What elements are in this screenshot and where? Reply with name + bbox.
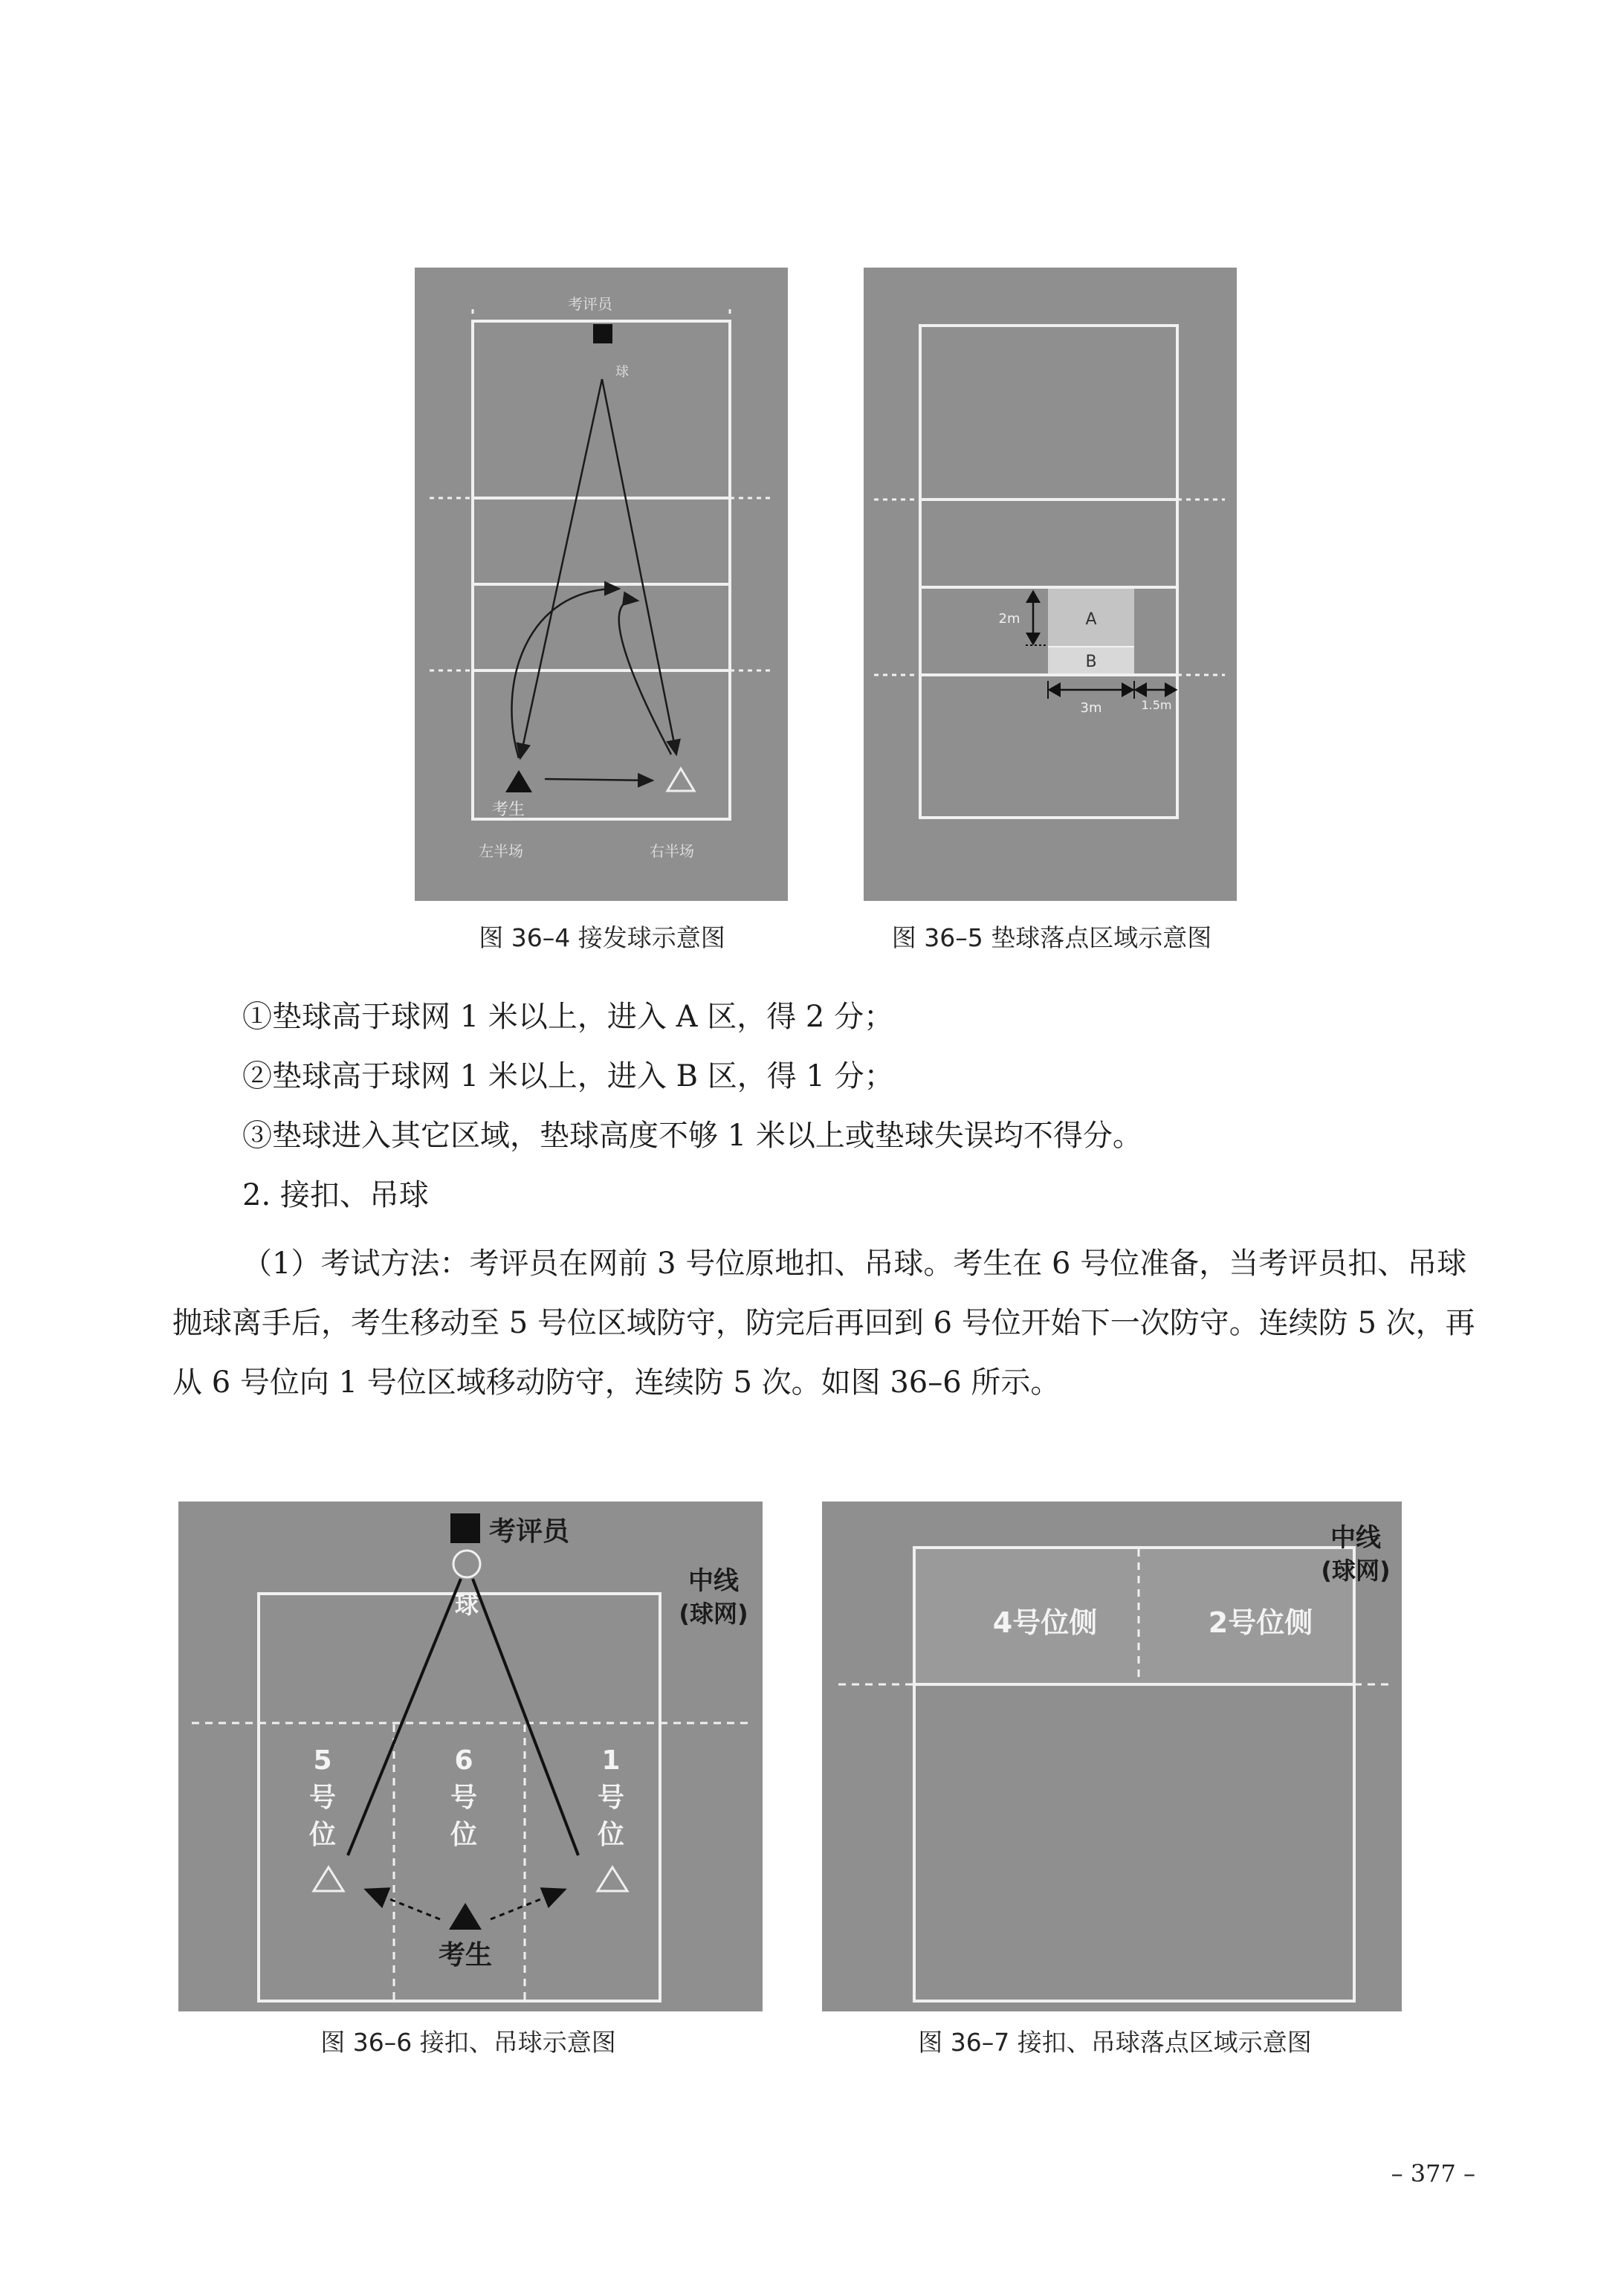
pos5-label-3: 位 <box>308 1820 337 1850</box>
examinee-label: 考生 <box>492 801 525 819</box>
examinee-marker <box>449 1903 482 1930</box>
caption-36-6: 图 36–6 接扣、吊球示意图 <box>320 2028 616 2057</box>
section-heading: 2. 接扣、吊球 <box>242 1178 429 1212</box>
rule-3: ③垫球进入其它区域，垫球高度不够 1 米以上或垫球失误均不得分。 <box>242 1119 1142 1153</box>
caption-36-5: 图 36–5 垫球落点区域示意图 <box>891 923 1212 952</box>
court-boundary <box>473 321 730 819</box>
caption-36-4: 图 36–4 接发球示意图 <box>479 923 725 952</box>
pos1-target <box>598 1867 627 1891</box>
pos1-label-1: 1 <box>601 1745 621 1776</box>
rule-1: ①垫球高于球网 1 米以上，进入 A 区，得 2 分； <box>242 1000 894 1034</box>
center-line-label: 中线 <box>688 1566 739 1596</box>
examiner-label: 考评员 <box>489 1516 570 1547</box>
examiner-label: 考评员 <box>568 295 612 313</box>
pos5-target <box>314 1867 343 1891</box>
pos2-side-label: 2号位侧 <box>1208 1606 1313 1639</box>
examiner-marker <box>450 1513 480 1543</box>
figure-36-6 <box>178 1502 763 2011</box>
pos1-label-3: 位 <box>597 1820 625 1850</box>
figure-36-7 <box>822 1502 1402 2011</box>
zone-b-label: B <box>1085 653 1097 671</box>
examinee-marker <box>505 770 532 792</box>
left-half-label: 左半场 <box>479 842 523 860</box>
ball-label: 球 <box>454 1591 479 1619</box>
rule-2: ②垫球高于球网 1 米以上，进入 B 区，得 1 分； <box>242 1059 894 1093</box>
pos6-label-1: 6 <box>454 1745 473 1776</box>
pos6-label-2: 号 <box>450 1782 478 1813</box>
pos4-side-label: 4号位侧 <box>992 1606 1098 1639</box>
dim-height-label: 2m <box>998 611 1020 627</box>
ball-marker <box>453 1551 480 1577</box>
examinee-label: 考生 <box>438 1940 493 1971</box>
center-line-label: 中线 <box>1330 1523 1381 1553</box>
figure-36-5 <box>864 268 1237 901</box>
caption-36-7: 图 36–7 接扣、吊球落点区域示意图 <box>918 2028 1312 2057</box>
figure-36-4 <box>415 268 788 901</box>
court-boundary <box>920 326 1177 818</box>
dim-margin-label: 1.5m <box>1141 698 1172 712</box>
page-number: – 377 – <box>1391 2159 1475 2188</box>
pos6-label-3: 位 <box>450 1820 478 1850</box>
ball-label: 球 <box>615 364 629 380</box>
method-paragraph: （1）考试方法：考评员在网前 3 号位原地扣、吊球。考生在 6 号位准备，当考评员扣、吊球抛球离手后，考生移动至 5 号位区域防守，防完后再回到 6 号位开始下一次防守。连续防 5 次，再从 6 号位向 1 号位区域移动防守，连续防 5 次。如图 36–6 所示。 <box>172 1247 1475 1400</box>
target-marker <box>667 769 694 791</box>
pos5-label-2: 号 <box>308 1782 337 1813</box>
net-label: (球网) <box>679 1600 748 1628</box>
zone-a-label: A <box>1085 610 1097 629</box>
dim-width-label: 3m <box>1080 700 1102 716</box>
pos1-label-2: 号 <box>597 1782 625 1813</box>
examiner-marker <box>593 324 612 343</box>
net-label: (球网) <box>1321 1557 1391 1585</box>
pos5-label-1: 5 <box>313 1745 332 1776</box>
right-half-label: 右半场 <box>650 842 694 860</box>
